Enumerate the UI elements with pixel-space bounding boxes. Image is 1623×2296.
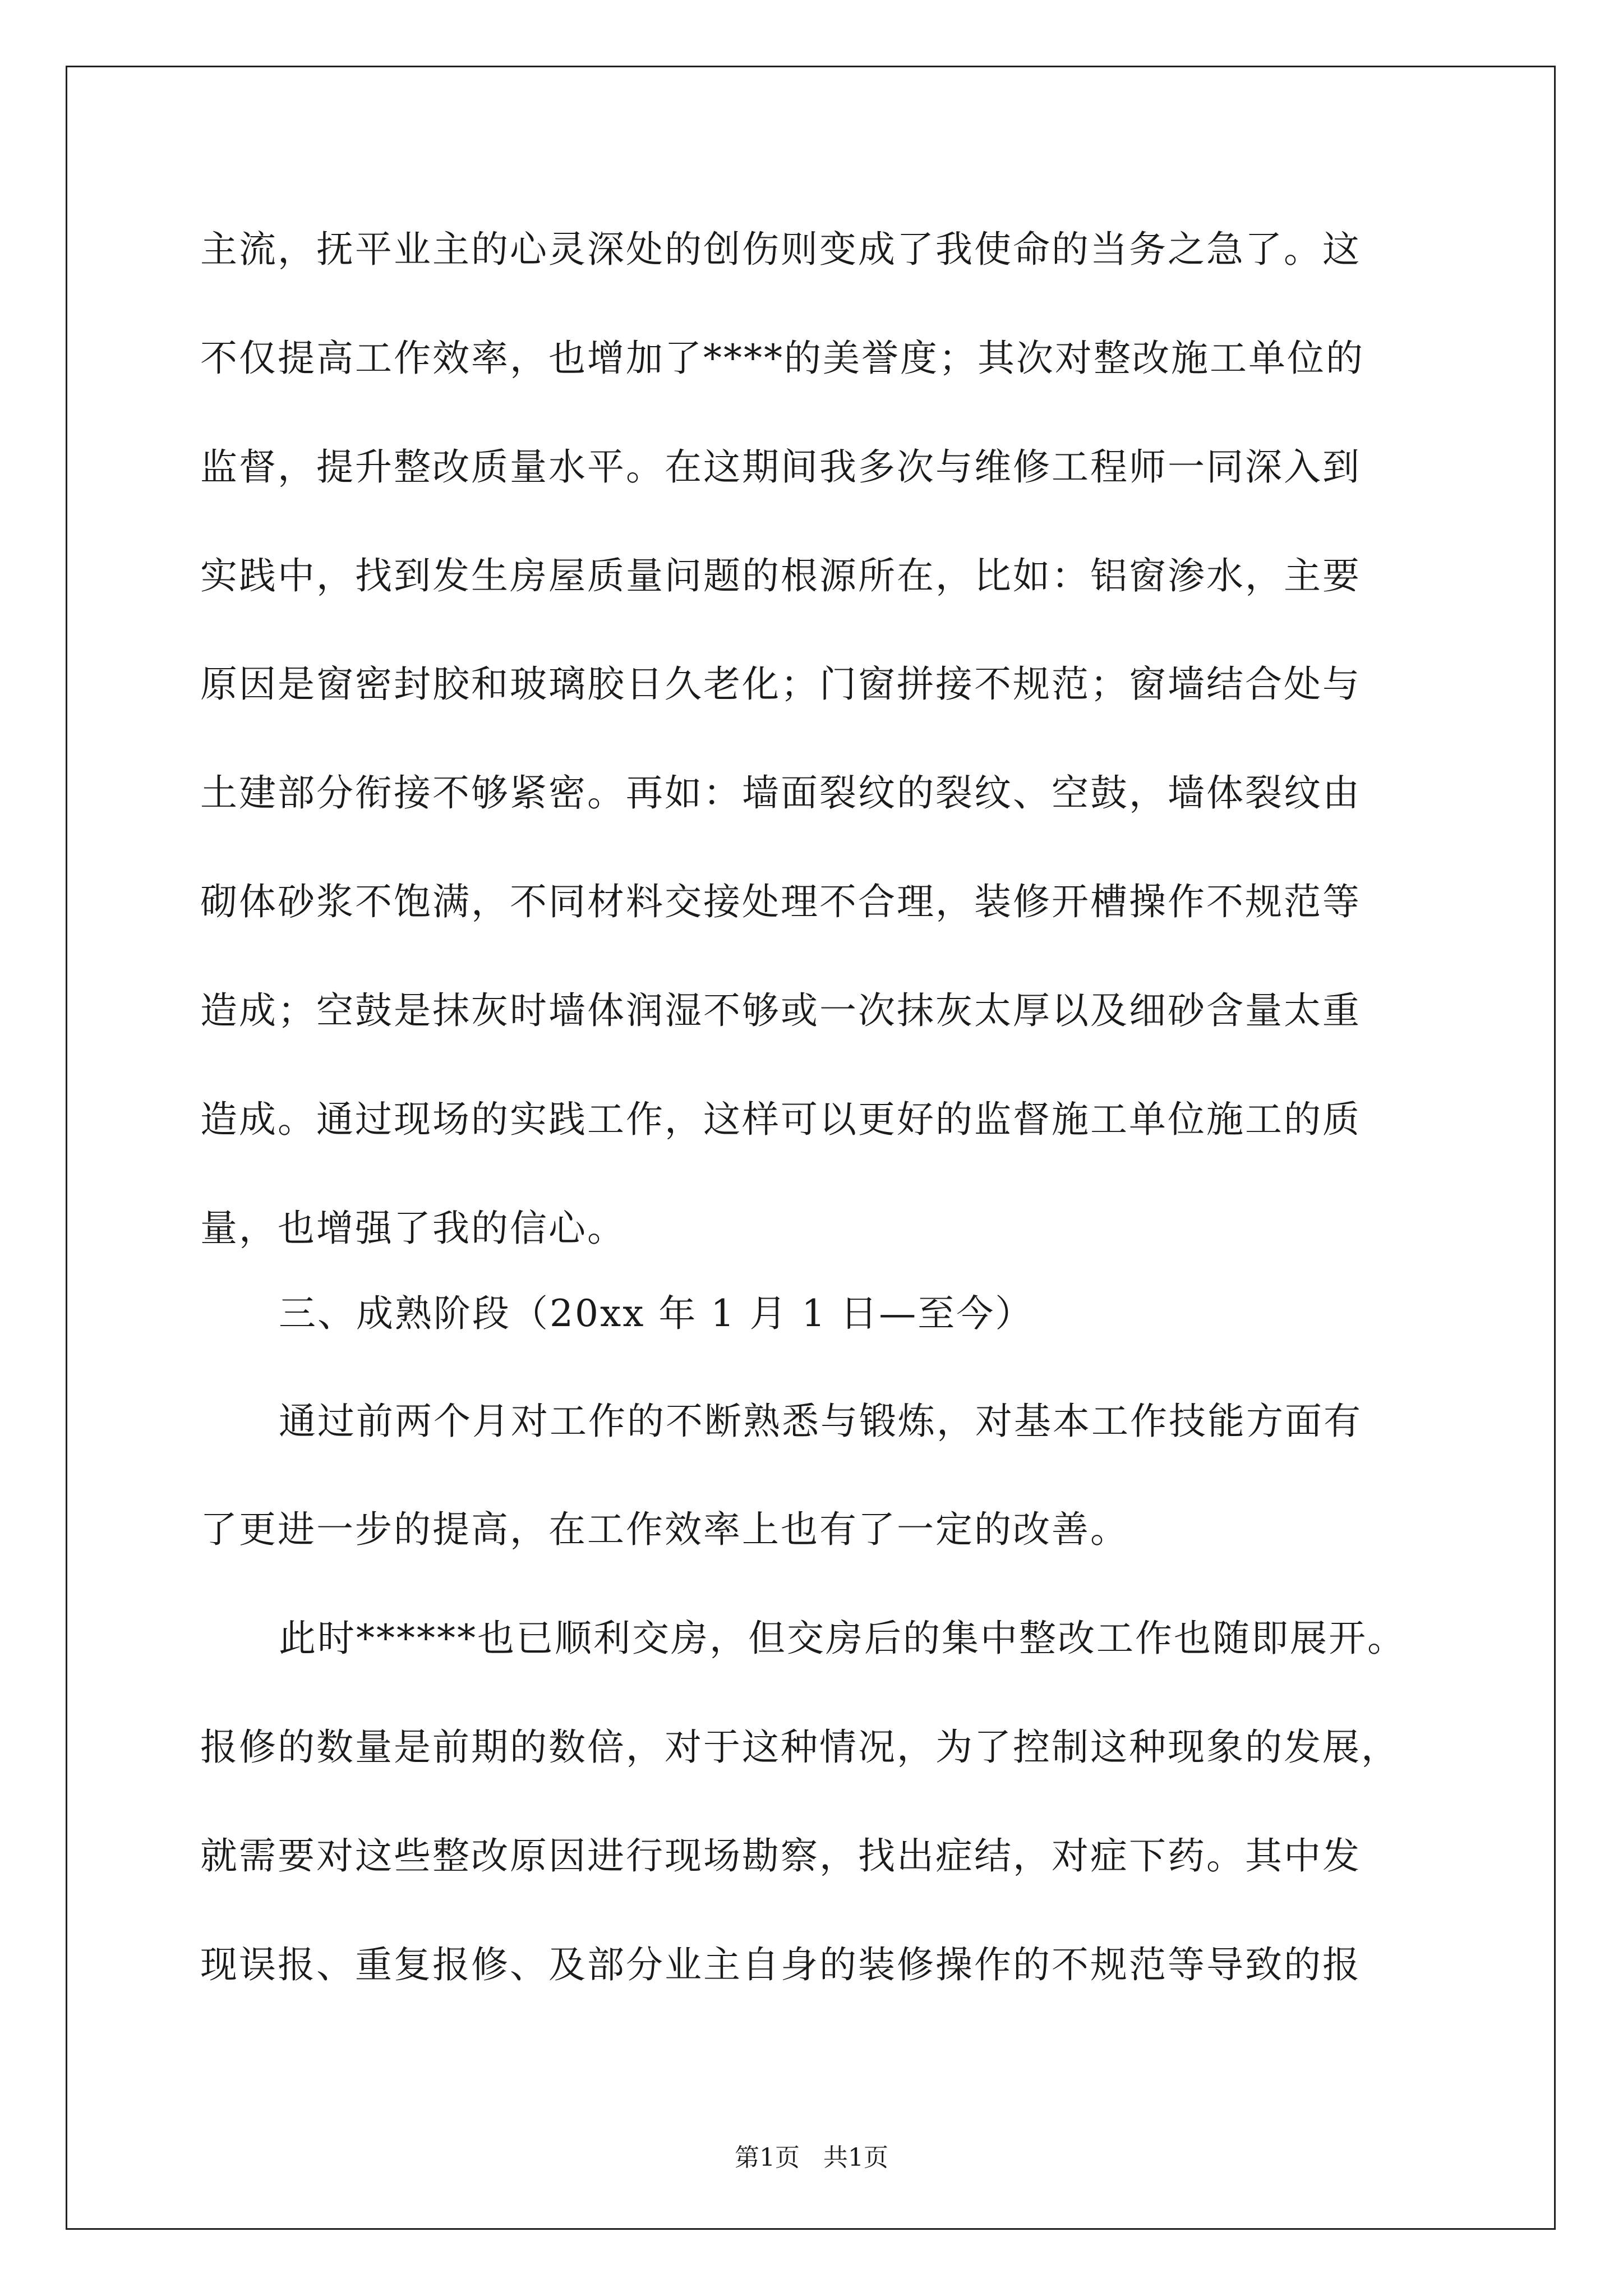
text-line: 就需要对这些整改原因进行现场勘察，找出症结，对症下药。其中发: [200, 1834, 1361, 1878]
section-heading: 三、成熟阶段（20xx 年 1 月 1 日—至今）: [279, 1292, 1034, 1335]
text-line: 报修的数量是前期的数倍，对于这种情况，为了控制这种现象的发展，: [200, 1726, 1400, 1769]
text-line: 原因是窗密封胶和玻璃胶日久老化；门窗拼接不规范；窗墙结合处与: [200, 662, 1361, 706]
text-line: 现误报、重复报修、及部分业主自身的装修操作的不规范等导致的报: [200, 1943, 1361, 1986]
text-line: 造成；空鼓是抹灰时墙体润湿不够或一次抹灰太厚以及细砂含量太重: [200, 989, 1361, 1032]
text-line: 此时******也已顺利交房，但交房后的集中整改工作也随即展开。: [279, 1617, 1406, 1660]
page-border: [66, 66, 1556, 2230]
text-line: 土建部分衔接不够紧密。再如：墙面裂纹的裂纹、空鼓，墙体裂纹由: [200, 771, 1361, 815]
text-line: 监督，提升整改质量水平。在这期间我多次与维修工程师一同深入到: [200, 445, 1361, 489]
text-line: 了更进一步的提高，在工作效率上也有了一定的改善。: [200, 1508, 1129, 1551]
text-line: 不仅提高工作效率，也增加了****的美誉度；其次对整改施工单位的: [200, 337, 1364, 380]
text-line: 量，也增强了我的信心。: [200, 1207, 626, 1250]
page-footer: 第1页 共1页: [735, 2143, 888, 2172]
text-line: 造成。通过现场的实践工作，这样可以更好的监督施工单位施工的质: [200, 1098, 1361, 1141]
text-line: 实践中，找到发生房屋质量问题的根源所在，比如：铝窗渗水，主要: [200, 554, 1361, 597]
text-line: 砌体砂浆不饱满，不同材料交接处理不合理，装修开槽操作不规范等: [200, 880, 1361, 923]
text-line: 主流，抚平业主的心灵深处的创伤则变成了我使命的当务之急了。这: [200, 228, 1361, 271]
text-line: 通过前两个月对工作的不断熟悉与锻炼，对基本工作技能方面有: [279, 1400, 1362, 1443]
